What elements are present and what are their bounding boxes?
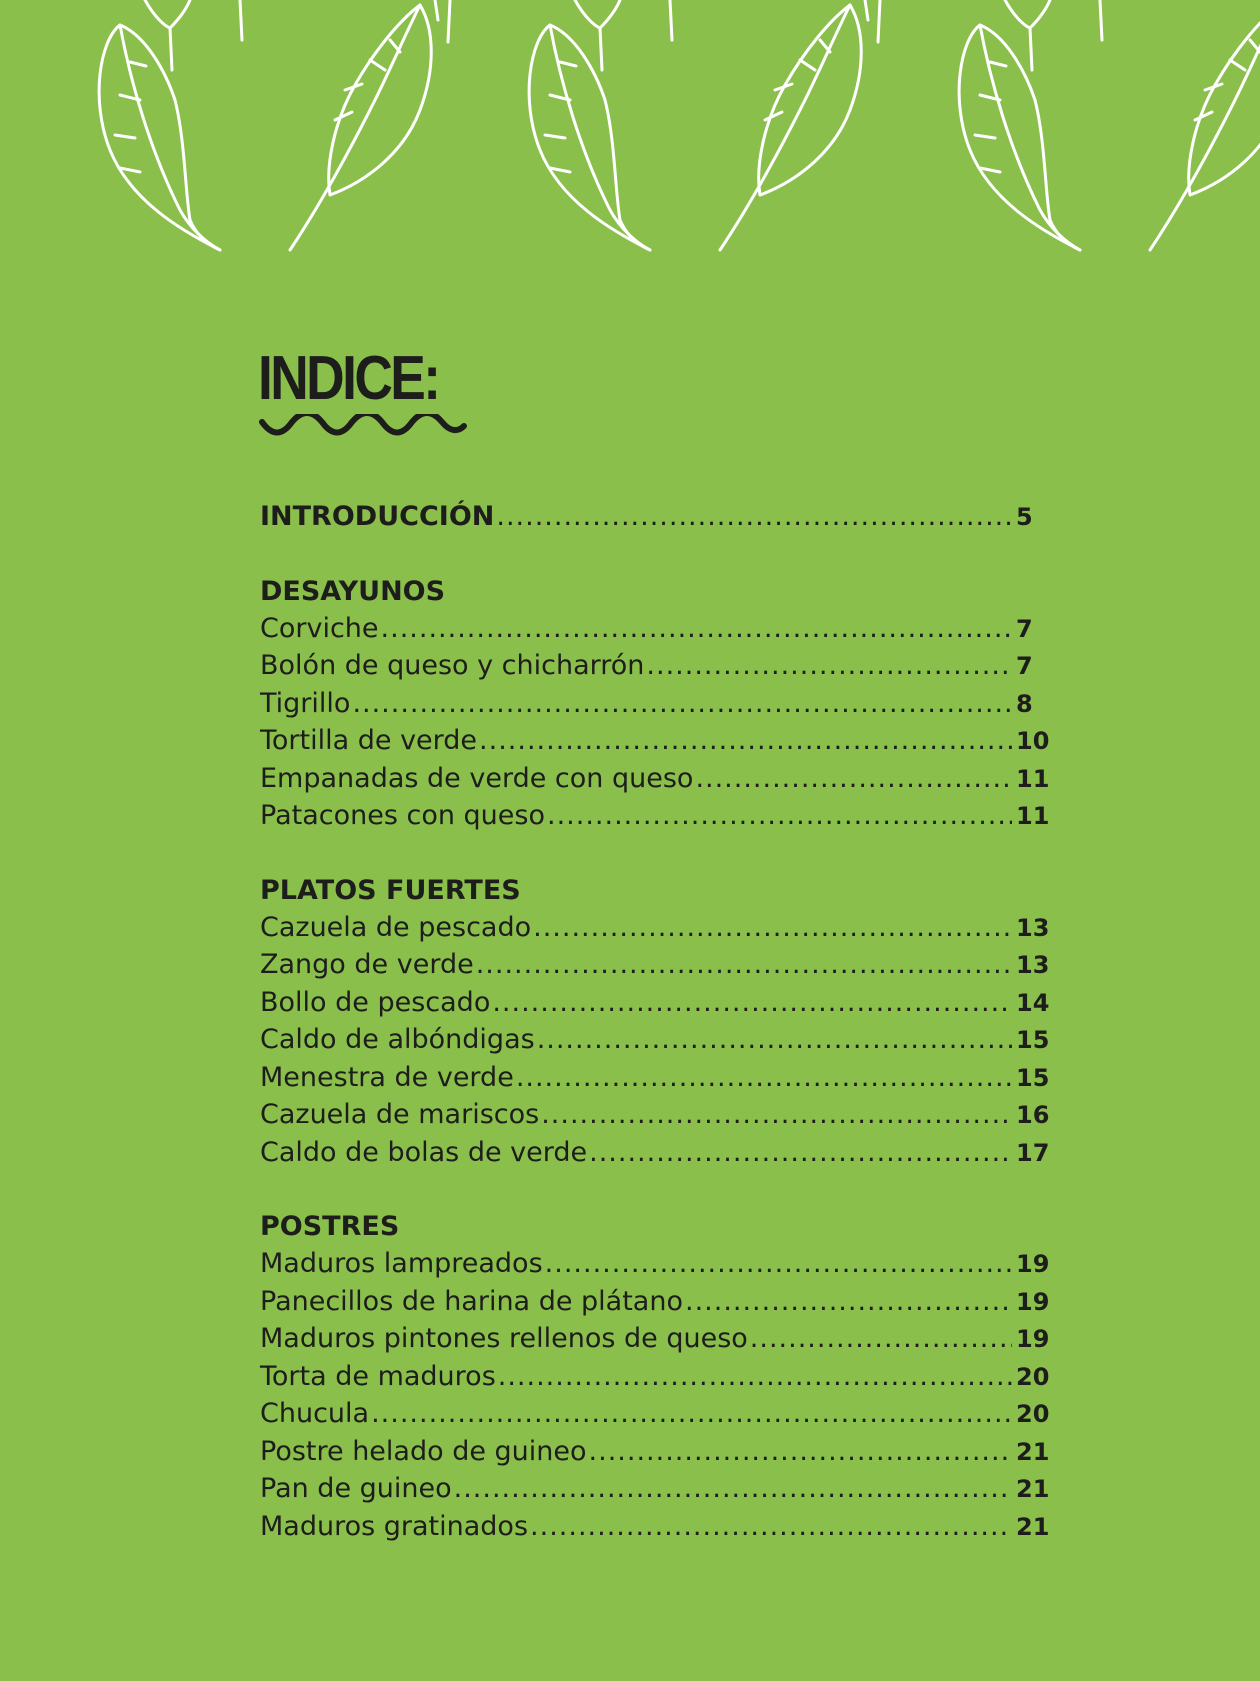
- toc-entry-page: 17: [1016, 1138, 1050, 1167]
- toc-entry[interactable]: [260, 1245, 1050, 1283]
- toc-entry-label: Maduros gratinados: [260, 1510, 529, 1542]
- toc-entry-page: 11: [1016, 764, 1050, 793]
- leader-dots: [454, 1470, 1012, 1508]
- toc-entry-label: Maduros pintones rellenos de queso: [260, 1323, 748, 1354]
- section-title: DESAYUNOS: [260, 575, 446, 607]
- toc-entry-label: Corviche: [260, 612, 379, 644]
- toc-entry[interactable]: [260, 1358, 1050, 1396]
- leader-dots: [498, 1358, 1012, 1396]
- leader-dots: [685, 1283, 1012, 1321]
- toc-entry-page: 21: [1016, 1475, 1050, 1503]
- toc-section: [260, 574, 1050, 835]
- toc-entry-label: Torta de maduros: [260, 1360, 496, 1392]
- leader-dots: [533, 909, 1012, 947]
- toc-section: [260, 1209, 1050, 1545]
- leader-dots: [646, 647, 1012, 685]
- leaf-icon: [99, 0, 450, 250]
- toc-entry-label: Panecillos de harina de plátano: [260, 1285, 683, 1317]
- leader-dots: [530, 1508, 1012, 1546]
- leader-dots: [381, 610, 1012, 648]
- toc-entry[interactable]: [260, 1508, 1050, 1546]
- toc-entry-label: Tortilla de verde: [260, 725, 478, 756]
- leader-dots: [476, 946, 1012, 984]
- toc-entry-page: 15: [1016, 1026, 1050, 1054]
- toc-entry-page: 19: [1016, 1287, 1050, 1316]
- toc-entry[interactable]: [260, 1134, 1050, 1172]
- toc-entry[interactable]: [260, 1021, 1050, 1059]
- toc-entry-label: Pan de guineo: [260, 1473, 452, 1504]
- leader-dots: [352, 685, 1012, 723]
- toc-entry-label: Caldo de albóndigas: [260, 1024, 535, 1055]
- toc-entry[interactable]: [260, 1059, 1050, 1097]
- toc-entry-page: 8: [1016, 689, 1033, 718]
- toc-entry[interactable]: [260, 760, 1050, 798]
- leader-dots: [371, 1395, 1012, 1433]
- toc-entry-page: 19: [1016, 1250, 1050, 1278]
- toc-entry[interactable]: [260, 722, 1050, 760]
- toc-entry-page: 21: [1016, 1512, 1050, 1541]
- toc-entry-label: Caldo de bolas de verde: [260, 1136, 588, 1168]
- toc-entry-label: Postre helado de guineo: [260, 1435, 587, 1467]
- toc-entry-introduction[interactable]: [260, 498, 1050, 536]
- toc-entry[interactable]: [260, 1433, 1050, 1471]
- toc-entry-page: 15: [1016, 1063, 1050, 1092]
- toc-entry-label: Empanadas de verde con queso: [260, 762, 694, 794]
- section-title: POSTRES: [260, 1211, 400, 1242]
- leader-dots: [695, 760, 1012, 798]
- toc-entry[interactable]: [260, 685, 1050, 723]
- leader-dots: [537, 1021, 1012, 1059]
- toc-entry-label: Patacones con queso: [260, 800, 545, 831]
- leader-dots: [750, 1320, 1012, 1358]
- toc-entry-page: 7: [1016, 614, 1033, 643]
- toc-entry-label: Menestra de verde: [260, 1061, 514, 1093]
- toc-entry[interactable]: [260, 610, 1050, 648]
- leaf-band-decoration: [0, 0, 1260, 252]
- toc-entry-page: 13: [1016, 913, 1050, 942]
- leader-dots: [541, 1096, 1012, 1134]
- wave-underline-icon: [258, 414, 468, 438]
- leader-dots: [545, 1245, 1012, 1283]
- toc-entry[interactable]: [260, 1283, 1050, 1321]
- toc-entry-label: Cazuela de pescado: [260, 911, 532, 943]
- page-title: INDICE:: [258, 344, 439, 413]
- leader-dots: [492, 984, 1012, 1022]
- toc-entry[interactable]: [260, 946, 1050, 984]
- toc-entry[interactable]: [260, 984, 1050, 1022]
- toc-entry-label: Cazuela de mariscos: [260, 1099, 540, 1130]
- toc-entry-page: 13: [1016, 951, 1050, 979]
- toc-entry-page: 21: [1016, 1437, 1050, 1466]
- leader-dots: [516, 1059, 1012, 1097]
- toc-entry-page: 14: [1016, 988, 1050, 1017]
- toc-entry[interactable]: [260, 909, 1050, 947]
- toc-entry[interactable]: [260, 1320, 1050, 1358]
- toc-entry[interactable]: [260, 1096, 1050, 1134]
- leader-dots: [547, 797, 1012, 835]
- toc-entry-label: Tigrillo: [260, 687, 351, 719]
- leader-dots: [479, 722, 1012, 760]
- toc-entry-label: Zango de verde: [260, 949, 474, 980]
- toc-entry-page: 11: [1016, 802, 1050, 830]
- toc-entry[interactable]: [260, 1395, 1050, 1433]
- leaf-icon: [529, 0, 880, 250]
- toc-entry-label: Bolón de queso y chicharrón: [260, 650, 645, 681]
- toc-entry-page: 20: [1016, 1400, 1050, 1428]
- toc-entry-label: Maduros lampreados: [260, 1248, 543, 1279]
- toc-entry-page: 5: [1016, 503, 1033, 531]
- toc-entry-page: 20: [1016, 1362, 1050, 1391]
- toc-entry-page: 16: [1016, 1101, 1050, 1129]
- toc-entry-label: Bollo de pescado: [260, 986, 491, 1018]
- toc-section: [260, 873, 1050, 1172]
- title-block: [258, 344, 468, 413]
- toc-entry-page: 19: [1016, 1325, 1050, 1353]
- toc-entry-label: INTRODUCCIÓN: [260, 501, 495, 532]
- toc-entry[interactable]: [260, 797, 1050, 835]
- toc-entry-page: 7: [1016, 652, 1033, 680]
- toc-entry-label: Chucula: [260, 1398, 370, 1429]
- leader-dots: [589, 1134, 1012, 1172]
- table-of-contents: [260, 498, 1050, 1545]
- leader-dots: [496, 498, 1012, 536]
- toc-entry[interactable]: [260, 647, 1050, 685]
- toc-entry[interactable]: [260, 1470, 1050, 1508]
- leaf-icon: [959, 0, 1260, 250]
- leader-dots: [589, 1433, 1012, 1471]
- section-title: PLATOS FUERTES: [260, 874, 521, 906]
- toc-entry-page: 10: [1016, 727, 1050, 755]
